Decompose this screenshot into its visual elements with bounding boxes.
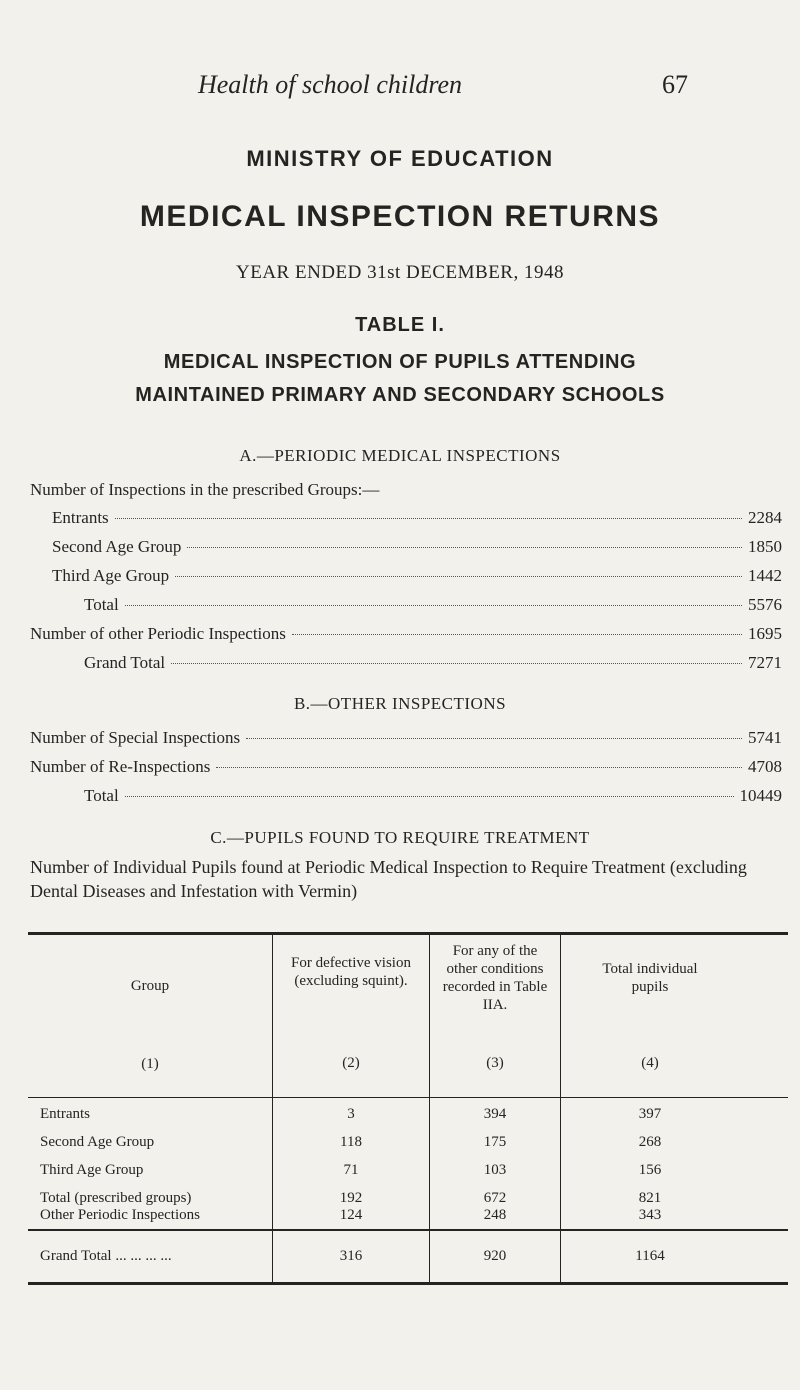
list-item <box>84 595 782 619</box>
table-rule-header <box>28 1097 788 1098</box>
row-value: 10449 <box>739 786 782 805</box>
row-label: Total <box>84 595 119 614</box>
dot-leader <box>125 605 742 606</box>
list-item <box>52 537 782 561</box>
cell-total: 156 <box>638 1162 662 1178</box>
cell-other: 672 <box>483 1190 507 1206</box>
cell-vision: 118 <box>340 1134 362 1150</box>
table-label: TABLE I. <box>355 314 445 336</box>
year-heading: YEAR ENDED 31st DECEMBER, 1948 <box>236 262 564 283</box>
cell-group: Third Age Group <box>40 1162 144 1178</box>
table-rule-bottom <box>28 1282 788 1285</box>
list-item <box>52 566 782 590</box>
list-item <box>30 624 782 648</box>
dot-leader <box>187 547 742 548</box>
cell-other: 175 <box>483 1134 507 1150</box>
row-value: 7271 <box>748 653 782 672</box>
dot-leader <box>115 518 742 519</box>
row-value: 1695 <box>748 624 782 643</box>
table-rule-top <box>28 932 788 935</box>
running-head-title: Health of school children <box>197 70 463 99</box>
row-label: Third Age Group <box>52 566 170 585</box>
column-title: Total individual pupils <box>602 961 698 995</box>
table-rule-mid <box>28 1229 788 1231</box>
column-number: (1) <box>141 1056 159 1072</box>
cell-group: Other Periodic Inspections <box>40 1207 200 1223</box>
treatment-table <box>28 932 788 1284</box>
section-c-heading: C.—PUPILS FOUND TO REQUIRE TREATMENT <box>210 828 590 847</box>
page-title: MEDICAL INSPECTION RETURNS <box>139 200 661 233</box>
column-header-vision <box>278 954 424 1071</box>
column-title: For any of the other conditions recorded in Table IIA. <box>442 943 548 1013</box>
cell-vision: 71 <box>343 1162 359 1178</box>
dot-leader <box>125 796 734 797</box>
column-number: (4) <box>641 1055 659 1071</box>
column-number: (3) <box>486 1055 504 1071</box>
cell-vision: 124 <box>339 1207 363 1223</box>
column-title: Group <box>130 978 170 994</box>
row-value: 5741 <box>748 728 782 747</box>
cell-group: Total (prescribed groups) <box>40 1190 192 1206</box>
row-label: Number of Special Inspections <box>30 728 241 747</box>
dot-leader <box>292 634 742 635</box>
section-a-heading: A.—PERIODIC MEDICAL INSPECTIONS <box>239 446 561 465</box>
list-item <box>84 786 782 810</box>
row-value: 1850 <box>748 537 782 556</box>
cell-other: 920 <box>483 1248 507 1264</box>
list-item <box>52 508 782 532</box>
ministry-heading: MINISTRY OF EDUCATION <box>246 146 554 171</box>
column-header-total <box>590 960 710 1071</box>
table-column-divider <box>272 932 273 1284</box>
cell-vision: 192 <box>339 1190 363 1206</box>
column-header-other <box>436 942 554 1071</box>
row-label: Number of Re-Inspections <box>30 757 211 776</box>
cell-other: 394 <box>483 1106 507 1122</box>
cell-vision: 316 <box>339 1248 363 1264</box>
row-label: Second Age Group <box>52 537 182 556</box>
section-c-caption: Number of Individual Pupils found at Periodic Medical Inspection to Require Treatment (excluding Dental Diseases and Infestation with Vermin) <box>30 857 747 901</box>
running-head <box>0 70 800 110</box>
column-number: (2) <box>342 1055 360 1071</box>
list-item <box>30 757 782 781</box>
row-label: Number of other Periodic Inspections <box>30 624 286 643</box>
cell-total: 343 <box>638 1207 662 1223</box>
table-column-divider <box>560 932 561 1284</box>
cell-group: Second Age Group <box>40 1134 155 1150</box>
row-value: 4708 <box>748 757 782 776</box>
column-header-group <box>28 977 272 1072</box>
table-subtitle-line1: MEDICAL INSPECTION OF PUPILS ATTENDING <box>163 351 637 373</box>
cell-other: 103 <box>483 1162 507 1178</box>
section-a-intro: Number of Inspections in the prescribed Groups:— <box>30 480 380 499</box>
row-label: Grand Total <box>84 653 166 672</box>
row-value: 1442 <box>748 566 782 585</box>
cell-other: 248 <box>483 1207 507 1223</box>
table-subtitle-line2: MAINTAINED PRIMARY AND SECONDARY SCHOOLS <box>135 384 665 406</box>
section-b-heading: B.—OTHER INSPECTIONS <box>293 694 507 713</box>
dot-leader <box>216 767 742 768</box>
cell-group: Entrants <box>40 1106 90 1122</box>
row-label: Total <box>84 786 119 805</box>
row-label: Entrants <box>52 508 109 527</box>
page-number: 67 <box>662 70 688 99</box>
dot-leader <box>246 738 742 739</box>
cell-total: 268 <box>638 1134 662 1150</box>
list-item <box>84 653 782 677</box>
list-item <box>30 728 782 752</box>
cell-vision: 3 <box>347 1106 355 1122</box>
column-title: For defective vision (excluding squint). <box>291 955 411 989</box>
cell-group: Grand Total ... ... ... ... <box>40 1248 172 1264</box>
cell-total: 1164 <box>635 1248 665 1264</box>
cell-total: 821 <box>638 1190 662 1206</box>
row-value: 5576 <box>748 595 782 614</box>
row-value: 2284 <box>748 508 782 527</box>
cell-total: 397 <box>638 1106 662 1122</box>
dot-leader <box>175 576 742 577</box>
dot-leader <box>171 663 742 664</box>
